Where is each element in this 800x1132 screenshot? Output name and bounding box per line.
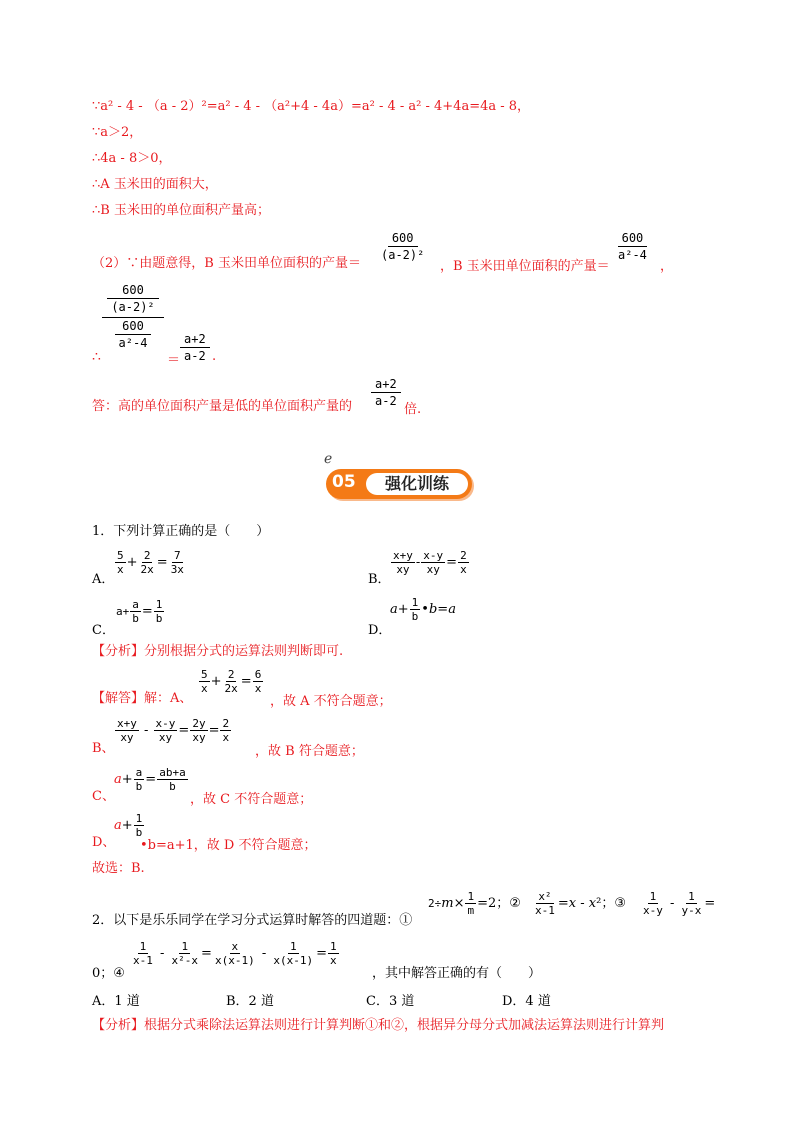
answer-fraction	[371, 376, 401, 409]
ratio-result-fraction	[180, 331, 210, 364]
part2-end: ，	[660, 259, 674, 274]
q1-answer-a-suffix: ，故 A 不符合题意；	[270, 694, 392, 709]
q2-option-b: B．2 道	[226, 994, 274, 1009]
period: .	[212, 349, 217, 364]
ratio-top-den: (a-2)²	[107, 298, 158, 315]
q2-stem-end: ，其中解答正确的有（ ）	[372, 966, 542, 981]
q2-option-a: A．1 道	[92, 994, 140, 1009]
q1-analysis: 【分析】分别根据分式的运算法则判断即可.	[92, 644, 344, 659]
frac2-denominator: a²-4	[618, 248, 647, 262]
q1-answer-a-expr: $\frac{5}{x}$ + $\frac{2}{2x}$ = $\frac{6}{x}$	[201, 668, 262, 695]
q2-zero: 0；④	[92, 966, 125, 981]
q1-option-a-expr: $\frac{5}{x}$ + $\frac{2}{2x}$ = $\frac{7}{3x}$	[117, 549, 184, 576]
part2-mid: ，B 玉米田单位面积的产量＝	[440, 259, 610, 274]
q2-option-d: D．4 道	[502, 994, 551, 1009]
q2-analysis: 【分析】根据分式乘除法运算法则进行计算判断①和②，根据异分母分式加减法运算法则进行计算判	[92, 1018, 665, 1033]
q1-option-b-label: B．	[368, 572, 391, 587]
ratio-result-den: a-2	[184, 349, 206, 363]
q1-answer-d-expr: a+ $\frac{1}{b}$	[114, 812, 143, 839]
frac1-numerator: 600	[388, 230, 418, 247]
q1-option-d-expr: a+ $\frac{1}{b}$ •b=a	[390, 596, 456, 623]
solution-line-1: ∵a² - 4 - （a - 2）²=a² - 4 - （a²+4 - 4a）=a² - 4 - a² - 4+4a=4a - 8，	[92, 99, 531, 114]
solution-line-3: ∴4a - 8＞0，	[92, 151, 172, 166]
q1-option-b-expr: $\frac{x+y}{xy}$ - $\frac{x-y}{xy}$ = $\frac{2}{x}$	[393, 549, 467, 576]
q2-expr-1: 2÷m× $\frac{1}{m}$ =2；②	[428, 890, 521, 917]
answer-num: a+2	[371, 376, 401, 393]
q2-expr-3: $\frac{1}{x-y}$ - $\frac{1}{y-x}$ =	[643, 890, 716, 917]
section-banner	[324, 451, 474, 505]
banner-number: 05	[332, 472, 356, 492]
q2-expr-4: $\frac{1}{x-1}$ - $\frac{1}{\text{x²-x}}$ = $\frac{x}{x(x-1)}$ - $\frac{1}{x(x-1)}$ = $\frac{1}{x}$	[133, 940, 337, 967]
part2-fraction-1	[377, 230, 428, 263]
q1-answer-d-suffix: •b=a+1，故 D 不符合题意；	[140, 838, 317, 853]
q1-option-a-label: A．	[92, 572, 115, 587]
frac2-numerator: 600	[618, 230, 648, 247]
part2-fraction-2	[614, 230, 651, 263]
solution-line-4: ∴A 玉米田的面积大，	[92, 177, 218, 192]
ratio-result-num: a+2	[180, 331, 210, 348]
q1-answer-c-suffix: ，故 C 不符合题意；	[190, 792, 313, 807]
answer-prefix: 答：高的单位面积产量是低的单位面积产量的	[92, 399, 353, 414]
q1-answer-d-prefix: D、	[92, 835, 116, 850]
solution-line-5: ∴B 玉米田的单位面积产量高；	[92, 203, 270, 218]
part2-prefix: （2）∵由题意得，B 玉米田单位面积的产量＝	[92, 256, 361, 271]
solution-part2-line	[92, 255, 361, 273]
q1-answer-a	[92, 690, 192, 708]
q2-option-c: C．3 道	[366, 994, 415, 1009]
q1-option-d-label: D．	[368, 623, 392, 638]
ratio-top-num: 600	[122, 283, 144, 297]
answer-den: a-2	[375, 394, 397, 408]
answer-suffix: 倍.	[404, 402, 422, 417]
q1-answer-b-expr: $\frac{x+y}{xy}$ - $\frac{x-y}{xy}$ = $\frac{2y}{xy}$ = $\frac{2}{x}$	[117, 717, 230, 744]
q1-choice: 故选：B.	[92, 861, 145, 876]
answer-line	[92, 398, 352, 416]
therefore-symbol: ∴	[92, 349, 101, 365]
q1-answer-b-suffix: ，故 B 符合题意；	[255, 744, 364, 759]
equals-sign: ＝	[167, 353, 181, 368]
q1-answer-prefix: 【解答】解：A、	[92, 691, 193, 706]
ratio-compound-fraction	[102, 282, 164, 351]
q2-expr-2: $\frac{\text{x²}}{x-1}$ =x - x²；③	[535, 890, 627, 917]
q1-answer-c-expr: a+ $\frac{a}{b}$ = $\frac{ab+a}{b}$	[114, 766, 186, 793]
solution-line-2: ∵a＞2，	[92, 125, 143, 140]
banner-label: 强化训练	[366, 473, 468, 495]
frac1-denominator: (a-2)²	[381, 248, 425, 262]
q1-answer-b-prefix: B、	[92, 741, 115, 756]
swirl-icon: ℯ	[324, 451, 333, 467]
q1-option-c-label: C．	[92, 623, 115, 638]
ratio-bot-num: 600	[122, 319, 144, 333]
q1-answer-c-prefix: C、	[92, 789, 115, 804]
q1-option-c-expr: a+ $\frac{a}{b}$ = $\frac{1}{b}$	[116, 598, 163, 625]
q2-stem-prefix: 2．以下是乐乐同学在学习分式运算时解答的四道题：①	[92, 913, 413, 928]
q1-stem: 1．下列计算正确的是（ ）	[92, 524, 270, 539]
ratio-bot-den: a²-4	[115, 334, 152, 351]
